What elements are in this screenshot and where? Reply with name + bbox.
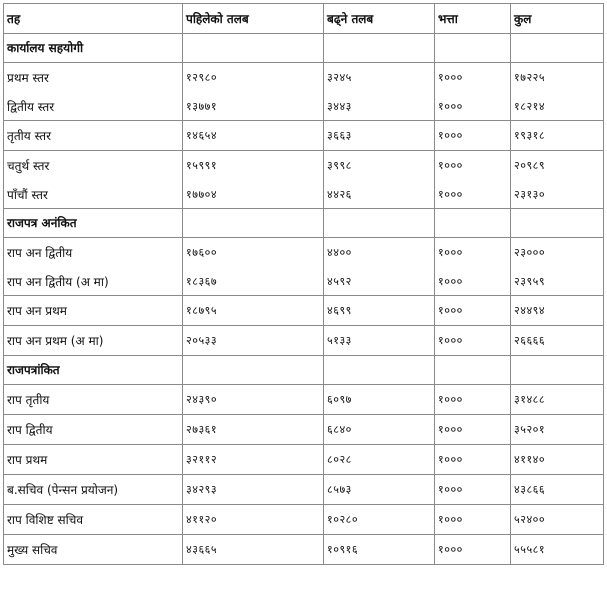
prev-salary-cell: ४११२० (183, 505, 324, 535)
increased-salary-cell: १०९१६ (324, 535, 435, 565)
table-row (4, 535, 604, 565)
total-cell: २६६६६ (511, 326, 604, 356)
allowance-cell: १००० (435, 151, 511, 182)
allowance-cell: १००० (435, 181, 511, 209)
increased-salary-cell: ८०२८ (324, 445, 435, 475)
allowance-cell: १००० (435, 415, 511, 445)
group-heading-row (4, 34, 604, 63)
total-cell: २३१३० (511, 181, 604, 209)
total-cell: १९३१८ (511, 121, 604, 151)
rank-cell: राप अन प्रथम (अ मा) (4, 326, 183, 356)
table-row (4, 296, 604, 326)
rank-cell: ब.सचिव (पेन्सन प्रयोजन) (4, 475, 183, 505)
header-total: कुल (511, 4, 604, 34)
rank-cell: राप तृतीय (4, 385, 183, 415)
group-heading-row (4, 356, 604, 385)
total-cell: २०९८९ (511, 151, 604, 182)
rank-cell: चतुर्थ स्तर (4, 151, 183, 182)
table-row (4, 385, 604, 415)
group-title: कार्यालय सहयोगी (4, 34, 183, 63)
table-row (4, 121, 604, 151)
table-row (4, 181, 604, 209)
header-increased-salary: बढ्ने तलब (324, 4, 435, 34)
prev-salary-cell: २४३९० (183, 385, 324, 415)
increased-salary-cell: ३६६३ (324, 121, 435, 151)
rank-cell: राप अन द्वितीय (4, 238, 183, 269)
rank-cell: राप अन द्वितीय (अ मा) (4, 268, 183, 296)
rank-cell: तृतीय स्तर (4, 121, 183, 151)
total-cell: २४४९४ (511, 296, 604, 326)
increased-salary-cell: ४४०० (324, 238, 435, 269)
prev-salary-cell: २०५३३ (183, 326, 324, 356)
total-cell: १८२१४ (511, 93, 604, 121)
prev-salary-cell: १७७०४ (183, 181, 324, 209)
total-cell: ५५५८१ (511, 535, 604, 565)
allowance-cell: १००० (435, 296, 511, 326)
table-row (4, 505, 604, 535)
increased-salary-cell: ८५७३ (324, 475, 435, 505)
increased-salary-cell: ३९९८ (324, 151, 435, 182)
rank-cell: प्रथम स्तर (4, 63, 183, 94)
prev-salary-cell: १८३६७ (183, 268, 324, 296)
prev-salary-cell: १५९९१ (183, 151, 324, 182)
allowance-cell: १००० (435, 63, 511, 94)
prev-salary-cell: ४३६६५ (183, 535, 324, 565)
total-cell: ४३८६६ (511, 475, 604, 505)
increased-salary-cell: ४५९२ (324, 268, 435, 296)
increased-salary-cell: ६८४० (324, 415, 435, 445)
salary-table (3, 3, 604, 565)
allowance-cell: १००० (435, 445, 511, 475)
prev-salary-cell: १८७९५ (183, 296, 324, 326)
increased-salary-cell: ४४२६ (324, 181, 435, 209)
prev-salary-cell: ३४२९३ (183, 475, 324, 505)
increased-salary-cell: १०२८० (324, 505, 435, 535)
rank-cell: राप विशिष्ट सचिव (4, 505, 183, 535)
allowance-cell: १००० (435, 326, 511, 356)
total-cell: २३९५९ (511, 268, 604, 296)
total-cell: ३५२०१ (511, 415, 604, 445)
allowance-cell: १००० (435, 93, 511, 121)
rank-cell: मुख्य सचिव (4, 535, 183, 565)
table-row (4, 151, 604, 182)
table-header-row (4, 4, 604, 34)
allowance-cell: १००० (435, 535, 511, 565)
table-row (4, 475, 604, 505)
prev-salary-cell: २७३६१ (183, 415, 324, 445)
increased-salary-cell: ५१३३ (324, 326, 435, 356)
header-rank: तह (4, 4, 183, 34)
table-row (4, 326, 604, 356)
rank-cell: द्वितीय स्तर (4, 93, 183, 121)
prev-salary-cell: १३७७१ (183, 93, 324, 121)
increased-salary-cell: ६०९७ (324, 385, 435, 415)
rank-cell: पाँचौं स्तर (4, 181, 183, 209)
total-cell: ४११४० (511, 445, 604, 475)
header-allowance: भत्ता (435, 4, 511, 34)
header-prev-salary: पहिलेको तलब (183, 4, 324, 34)
group-title: राजपत्रांकित (4, 356, 183, 385)
rank-cell: राप द्वितीय (4, 415, 183, 445)
table-row (4, 415, 604, 445)
prev-salary-cell: ३२११२ (183, 445, 324, 475)
total-cell: १७२२५ (511, 63, 604, 94)
allowance-cell: १००० (435, 385, 511, 415)
total-cell: २३००० (511, 238, 604, 269)
group-heading-row (4, 209, 604, 238)
table-row (4, 238, 604, 269)
prev-salary-cell: १२९८० (183, 63, 324, 94)
allowance-cell: १००० (435, 121, 511, 151)
total-cell: ५२४०० (511, 505, 604, 535)
allowance-cell: १००० (435, 475, 511, 505)
rank-cell: राप अन प्रथम (4, 296, 183, 326)
rank-cell: राप प्रथम (4, 445, 183, 475)
allowance-cell: १००० (435, 238, 511, 269)
prev-salary-cell: १७६०० (183, 238, 324, 269)
table-row (4, 93, 604, 121)
table-row (4, 63, 604, 94)
increased-salary-cell: ४६९९ (324, 296, 435, 326)
allowance-cell: १००० (435, 268, 511, 296)
increased-salary-cell: ३४४३ (324, 93, 435, 121)
increased-salary-cell: ३२४५ (324, 63, 435, 94)
total-cell: ३१४८८ (511, 385, 604, 415)
table-row (4, 268, 604, 296)
allowance-cell: १००० (435, 505, 511, 535)
table-row (4, 445, 604, 475)
prev-salary-cell: १४६५४ (183, 121, 324, 151)
group-title: राजपत्र अनंकित (4, 209, 183, 238)
